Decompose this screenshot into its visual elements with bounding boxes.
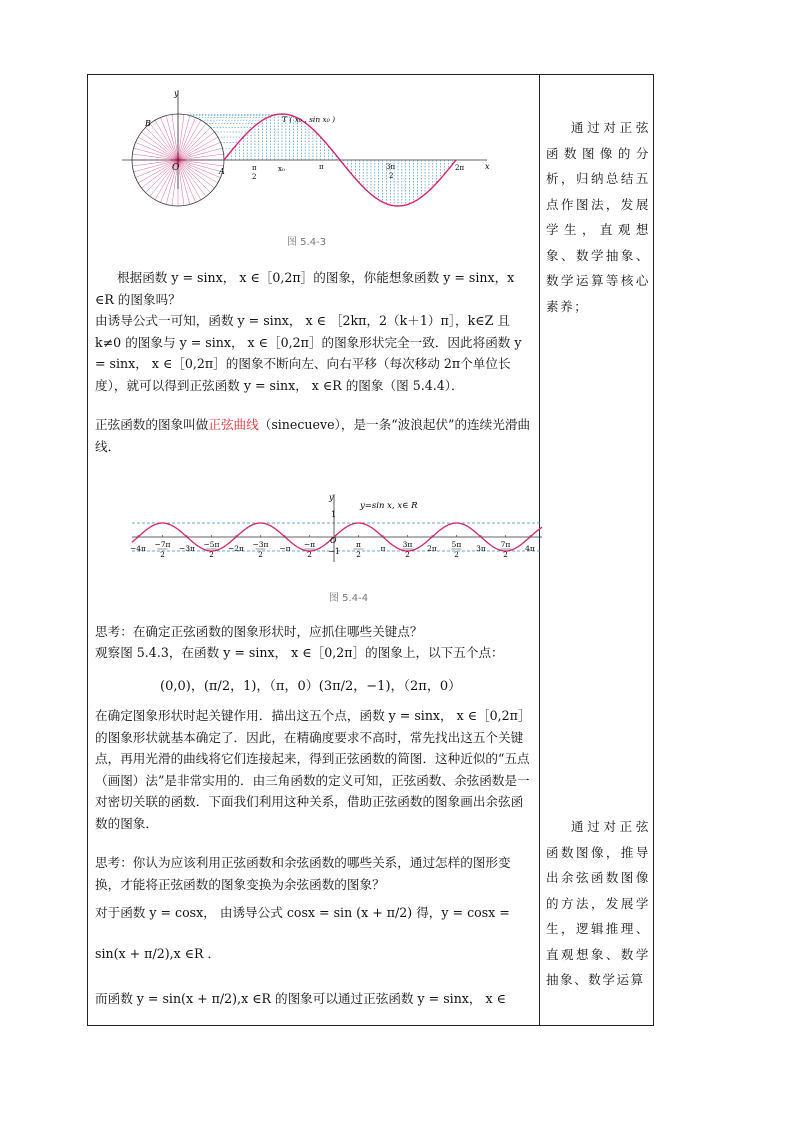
side-note-1: 通过对正弦函数图像的分析，归纳总结五点作图法，发展学生，直观想象、数学抽象、数学运算等核心素养； bbox=[546, 120, 650, 314]
tick-label-num: −5π bbox=[203, 540, 220, 549]
radial-line bbox=[178, 116, 190, 160]
paragraph-5a: 对于函数 y = cosx， 由诱导公式 cosx = sin (x + π/2) 得，y = cosx = bbox=[95, 905, 510, 920]
tick-label-num: −π bbox=[303, 540, 316, 549]
paragraph-6: 而函数 y = sin(x + π/2),x ∈R 的图象可以通过正弦函数 y = sinx， x ∈ bbox=[95, 991, 506, 1006]
unit-circle-sine-figure bbox=[112, 84, 502, 194]
three-pi-half-num: 3π bbox=[386, 163, 396, 171]
para3-after: （sinecueve），是一条“波浪起伏”的连续光滑曲线． bbox=[95, 417, 531, 454]
tick-label-den: 2 bbox=[258, 550, 263, 559]
radial-line bbox=[178, 160, 222, 172]
origin-label: O bbox=[172, 163, 180, 173]
radial-line bbox=[178, 137, 218, 160]
radial-line bbox=[178, 148, 222, 160]
two-pi-tick-label: 2π bbox=[455, 164, 465, 172]
tick-label: π bbox=[380, 544, 386, 553]
observe-paragraph: 观察图 5.4.3，在函数 y = sinx， x ∈［0,2π］的图象上，以下五个点： bbox=[95, 645, 504, 660]
paragraph-4: 在确定图象形状时起关键作用．描出这五个点，函数 y = sinx， x ∈［0,2π］的图象形状就基本确定了．因此，在精确度要求不高时，常先找出这五个关键点，再用光滑的曲线将它们连接起来，得到正弦函数的简图．这种近似的“五点（画图）法”是非常实用的．由三角函数的定义可知，正弦函数、余弦函数是一对密切关联的函数．下面我们利用这种关系，借助正弦函数的图象画出余弦函数的图象． bbox=[95, 708, 531, 831]
point-A-label: A bbox=[219, 167, 225, 176]
tick-label: 4π bbox=[525, 544, 535, 553]
paragraph-2: 由诱导公式一可知，函数 y = sinx， x ∈ ［2kπ，2（k＋1）π］，k∈Z 且 k≠0 的图象与 y = sinx， x ∈［0,2π］的图象形状完全一致．因此将函数 y = sinx， x ∈［0,2π］的图象不断向左、向右平移（每次移动 2π个单位长度），就可以得到正弦函数 y = sinx， x ∈R 的图象（图 5.4.4）． bbox=[95, 313, 522, 393]
y-axis-label: y bbox=[174, 89, 179, 98]
graph2-one: 1 bbox=[331, 510, 337, 519]
figure1-caption: 图 5.4-3 bbox=[287, 237, 327, 248]
side-note-2: 通过对正弦函数图像，推导出余弦函数图像的方法，发展学生，逻辑推理、直观想象、数学抽象、数学运算 bbox=[546, 819, 650, 987]
graph2-neg-one: −1 bbox=[328, 547, 340, 556]
sine-curve-term: 正弦曲线 bbox=[208, 417, 259, 432]
pi-half-num: π bbox=[252, 164, 257, 172]
tick-label: −4π bbox=[130, 544, 146, 553]
tick-label: −2π bbox=[228, 544, 244, 553]
radial-line bbox=[138, 137, 178, 160]
radial-line bbox=[178, 160, 201, 200]
point-B-label: B bbox=[145, 119, 151, 128]
point-T-label: T ( x₀ , sin x₀ ) bbox=[282, 115, 336, 124]
tick-label: −3π bbox=[179, 544, 195, 553]
graph2-title: y=sin x, x∈ R bbox=[360, 501, 418, 511]
tick-label: 2π bbox=[427, 544, 437, 553]
paragraph-1: 根据函数 y = sinx， x ∈［0,2π］的图象，你能想象函数 y = sinx，x ∈R 的图象吗？ bbox=[95, 270, 515, 307]
sine-over-R-figure bbox=[132, 490, 542, 565]
tick-label-num: 7π bbox=[500, 540, 511, 549]
radial-line bbox=[134, 148, 178, 160]
graph2-y-label: y bbox=[329, 493, 334, 502]
tick-label-den: 2 bbox=[209, 550, 214, 559]
radial-line bbox=[178, 120, 201, 160]
tick-label-den: 2 bbox=[503, 550, 508, 559]
radial-line bbox=[178, 160, 218, 183]
paragraph-5b: sin(x + π/2),x ∈R ． bbox=[95, 946, 221, 961]
tick-label-den: 2 bbox=[307, 550, 312, 559]
radial-line bbox=[145, 127, 178, 160]
tick-label-num: −3π bbox=[252, 540, 269, 549]
tick-label-den: 2 bbox=[356, 550, 361, 559]
tick-label-num: 3π bbox=[402, 540, 413, 549]
radial-line bbox=[166, 116, 178, 160]
x-axis-label: x bbox=[485, 162, 490, 171]
radial-line bbox=[178, 127, 211, 160]
tick-label-den: 2 bbox=[454, 550, 459, 559]
tick-label: −π bbox=[279, 544, 291, 553]
x0-tick-label: x₀ bbox=[278, 165, 285, 173]
paragraph-3 bbox=[95, 414, 535, 457]
think-question-2: 思考：你认为应该利用正弦函数和余弦函数的哪些关系，通过怎样的图形变换，才能将正弦函数的图象变换为余弦函数的图象？ bbox=[95, 855, 511, 892]
pi-half-den: 2 bbox=[252, 173, 257, 181]
tick-label: 3π bbox=[476, 544, 486, 553]
graph2-origin: O bbox=[330, 536, 337, 545]
tick-label-den: 2 bbox=[405, 550, 410, 559]
tick-label-num: π bbox=[356, 540, 361, 549]
figure2-caption: 图 5.4-4 bbox=[329, 593, 369, 604]
tick-label-num: −7π bbox=[154, 540, 171, 549]
radial-line bbox=[155, 120, 178, 160]
tick-label-den: 2 bbox=[160, 550, 165, 559]
think-question-1: 思考：在确定正弦函数的图象形状时，应抓住哪些关键点？ bbox=[95, 624, 423, 639]
radial-line bbox=[178, 160, 211, 193]
three-pi-half-den: 2 bbox=[389, 172, 394, 180]
five-key-points: (0,0)，(π/2，1)，（π，0）(3π/2，−1)，（2π，0） bbox=[160, 679, 462, 694]
tick-label-num: 5π bbox=[451, 540, 462, 549]
para3-before: 正弦函数的图象叫做 bbox=[95, 417, 209, 432]
pi-tick-label: π bbox=[319, 163, 324, 171]
